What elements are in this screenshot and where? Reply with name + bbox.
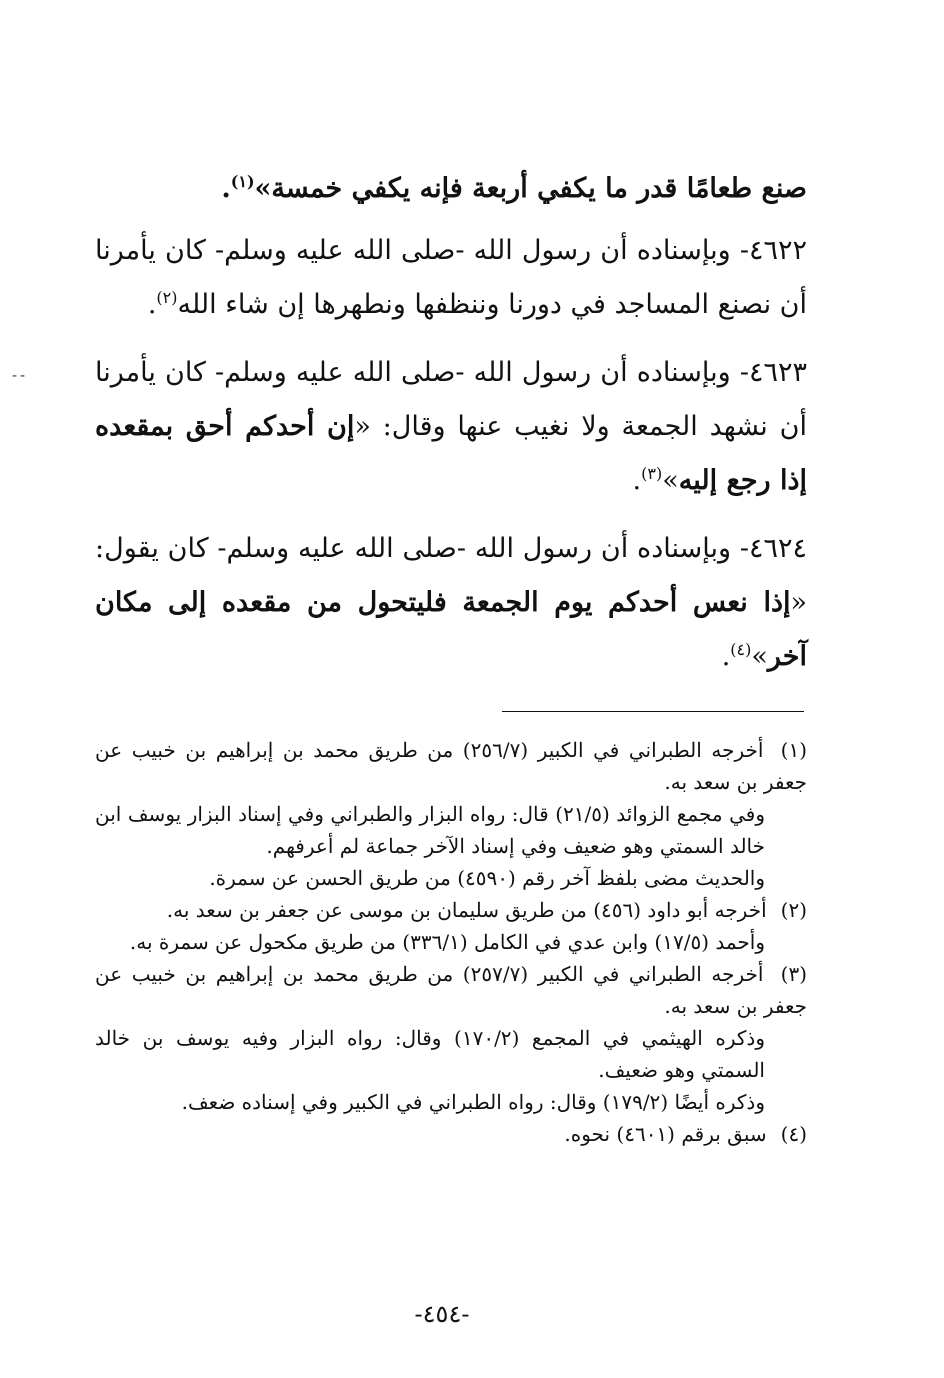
footnote-text: أخرجه الطبراني في الكبير (٢٥٦/٧) من طريق محمد بن إبراهيم بن خبيب عن جعفر بن سعد به. [95,738,807,794]
footnote-divider [502,711,804,712]
page-number: -٤٥٤- [414,1300,470,1328]
hadith-quote: إن أحدكم أحق بمقعده إذا رجع إليه [95,411,807,496]
footnote-text: سبق برقم (٤٦٠١) نحوه. [564,1122,767,1146]
footnote-text: وفي مجمع الزوائد (٢١/٥) قال: رواه البزار والطبراني وفي إسناد البزار يوسف ابن خالد السمتي وهو ضعيف وفي إسناد الآخر جماعة لم أعرفهم. [95,802,765,858]
footnote-text: أخرجه الطبراني في الكبير (٢٥٧/٧) من طريق محمد بن إبراهيم بن خبيب عن جعفر بن سعد به. [95,962,807,1018]
footnote-ref[interactable]: (٣) [641,464,663,483]
paragraph-tail: . [221,173,231,204]
footnote-1-cont-a [95,798,807,862]
footnote-1-cont-b [95,862,807,894]
quote-close: » [751,641,768,672]
paragraph-tail: . [721,641,731,672]
footnote-1 [95,734,807,798]
paragraph-tail: . [147,289,157,320]
paragraph-tail: . [632,465,642,496]
footnote-text: والحديث مضى بلفظ آخر رقم (٤٥٩٠) من طريق الحسن عن سمرة. [209,866,765,890]
paragraph-text: ٤٦٢٤- وبإسناده أن رسول الله -صلى الله عليه وسلم- كان يقول: « [95,533,807,618]
footnote-ref[interactable]: (١) [230,172,255,191]
footnote-ref[interactable]: (٢) [156,288,178,307]
footnotes [95,734,807,1150]
margin-mark: -- [12,368,29,384]
footnote-text: وذكره الهيثمي في المجمع (١٧٠/٢) وقال: رواه البزار وفيه يوسف بن خالد السمتي وهو ضعيف. [95,1026,765,1082]
main-text [95,162,807,698]
footnote-2 [95,894,807,926]
footnote-number: (١) [780,738,808,762]
footnote-text: وأحمد (١٧/٥) وابن عدي في الكامل (٣٣٦/١) من طريق مكحول عن سمرة به. [129,930,765,954]
quote-close: » [662,465,679,496]
footnote-3-cont-a [95,1022,807,1086]
hadith-paragraph-4622 [95,224,807,332]
footnote-number: (٣) [780,962,808,986]
footnote-text: أخرجه أبو داود (٤٥٦) من طريق سليمان بن موسى عن جعفر بن سعد به. [166,898,767,922]
footnote-4 [95,1118,807,1150]
footnote-ref[interactable]: (٤) [730,640,752,659]
paragraph-text: ٤٦٢٣- وبإسناده أن رسول الله -صلى الله عليه وسلم- كان يأمرنا أن نشهد الجمعة ولا نغيب عنها وقال: « [95,357,807,442]
hadith-paragraph-1 [95,162,807,216]
footnote-text: وذكره أيضًا (١٧٩/٢) وقال: رواه الطبراني في الكبير وفي إسناده ضعف. [181,1090,765,1114]
footnote-3-cont-b [95,1086,807,1118]
hadith-paragraph-4623 [95,346,807,508]
paragraph-text: صنع طعامًا قدر ما يكفي أربعة فإنه يكفي خمسة» [254,173,807,204]
hadith-paragraph-4624 [95,522,807,684]
paragraph-text: ٤٦٢٢- وبإسناده أن رسول الله -صلى الله عليه وسلم- كان يأمرنا أن نصنع المساجد في دورنا وننظفها ونطهرها إن شاء الله [95,235,807,320]
footnote-2-cont [95,926,807,958]
footnote-3 [95,958,807,1022]
hadith-quote: إذا نعس أحدكم يوم الجمعة فليتحول من مقعده إلى مكان آخر [95,587,807,672]
footnote-number: (٢) [780,898,807,922]
footnote-number: (٤) [780,1122,807,1146]
